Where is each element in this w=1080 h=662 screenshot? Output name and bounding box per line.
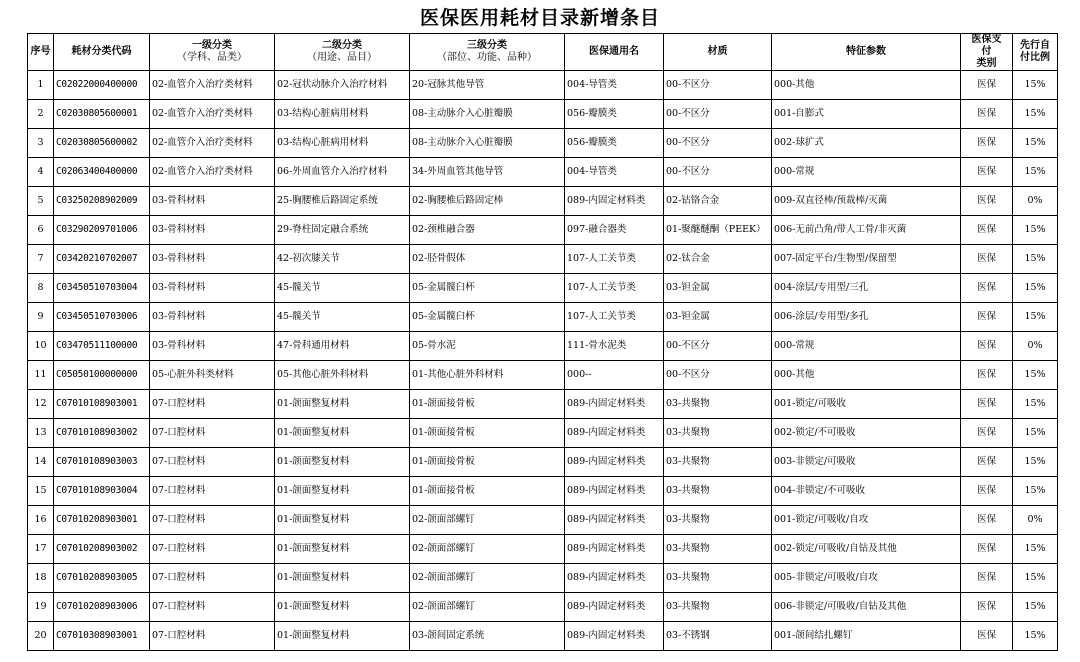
cell-level3: 01-其他心脏外科材料 [410, 361, 565, 390]
cell-self-pay-ratio: 15% [1013, 535, 1058, 564]
cell-code: C07010308903001 [54, 622, 150, 651]
cell-pay-category: 医保 [961, 506, 1013, 535]
header-seq: 序号 [28, 34, 54, 71]
cell-level2: 01-颌面整复材料 [275, 419, 410, 448]
cell-generic-name: 089-内固定材料类 [565, 622, 664, 651]
cell-pay-category: 医保 [961, 390, 1013, 419]
cell-level3: 05-金属髋臼杯 [410, 274, 565, 303]
table-row [28, 622, 1058, 651]
cell-generic-name: 056-瓣膜类 [565, 129, 664, 158]
cell-material: 03-钽金属 [664, 274, 772, 303]
table-row [28, 564, 1058, 593]
cell-seq: 6 [28, 216, 54, 245]
cell-features: 001-锁定/可吸收/自攻 [772, 506, 961, 535]
cell-features: 001-自膨式 [772, 100, 961, 129]
cell-self-pay-ratio: 15% [1013, 390, 1058, 419]
header-level1: 一级分类 （学科、品类） [150, 34, 275, 71]
cell-level2: 01-颌面整复材料 [275, 390, 410, 419]
cell-level1: 03-骨科材料 [150, 187, 275, 216]
cell-pay-category: 医保 [961, 332, 1013, 361]
table-row [28, 419, 1058, 448]
table-row [28, 361, 1058, 390]
cell-pay-category: 医保 [961, 158, 1013, 187]
cell-features: 000-其他 [772, 361, 961, 390]
cell-level2: 05-其他心脏外科材料 [275, 361, 410, 390]
cell-features: 000-其他 [772, 71, 961, 100]
cell-level1: 07-口腔材料 [150, 448, 275, 477]
cell-material: 03-共聚物 [664, 419, 772, 448]
cell-material: 03-共聚物 [664, 477, 772, 506]
cell-pay-category: 医保 [961, 477, 1013, 506]
cell-seq: 17 [28, 535, 54, 564]
header-pay-category: 医保支 付 类别 [961, 34, 1013, 71]
cell-pay-category: 医保 [961, 129, 1013, 158]
cell-material: 03-钽金属 [664, 303, 772, 332]
cell-material: 02-钴铬合金 [664, 187, 772, 216]
cell-level3: 01-颌面接骨板 [410, 477, 565, 506]
cell-features: 000-常规 [772, 332, 961, 361]
cell-generic-name: 089-内固定材料类 [565, 593, 664, 622]
cell-material: 03-共聚物 [664, 448, 772, 477]
cell-seq: 2 [28, 100, 54, 129]
cell-generic-name: 089-内固定材料类 [565, 390, 664, 419]
cell-level3: 01-颌面接骨板 [410, 419, 565, 448]
cell-code: C03290209701006 [54, 216, 150, 245]
cell-self-pay-ratio: 15% [1013, 216, 1058, 245]
cell-features: 005-非锁定/可吸收/自攻 [772, 564, 961, 593]
cell-material: 00-不区分 [664, 158, 772, 187]
cell-features: 001-颌间结扎螺钉 [772, 622, 961, 651]
cell-seq: 9 [28, 303, 54, 332]
cell-seq: 12 [28, 390, 54, 419]
cell-material: 03-共聚物 [664, 390, 772, 419]
cell-generic-name: 004-导管类 [565, 71, 664, 100]
cell-generic-name: 089-内固定材料类 [565, 535, 664, 564]
cell-level3: 01-颌面接骨板 [410, 448, 565, 477]
cell-level1: 02-血管介入治疗类材料 [150, 100, 275, 129]
cell-level2: 02-冠状动脉介入治疗材料 [275, 71, 410, 100]
cell-level1: 02-血管介入治疗类材料 [150, 129, 275, 158]
cell-generic-name: 097-融合器类 [565, 216, 664, 245]
cell-self-pay-ratio: 0% [1013, 506, 1058, 535]
cell-seq: 20 [28, 622, 54, 651]
header-code: 耗材分类代码 [54, 34, 150, 71]
cell-features: 006-涂层/专用型/多孔 [772, 303, 961, 332]
cell-seq: 13 [28, 419, 54, 448]
cell-generic-name: 089-内固定材料类 [565, 419, 664, 448]
cell-self-pay-ratio: 15% [1013, 622, 1058, 651]
header-material: 材质 [664, 34, 772, 71]
cell-material: 03-共聚物 [664, 506, 772, 535]
cell-level2: 01-颌面整复材料 [275, 535, 410, 564]
cell-generic-name: 089-内固定材料类 [565, 564, 664, 593]
cell-seq: 19 [28, 593, 54, 622]
cell-level3: 05-骨水泥 [410, 332, 565, 361]
cell-material: 00-不区分 [664, 332, 772, 361]
header-level2: 二级分类 （用途、品目） [275, 34, 410, 71]
cell-level3: 08-主动脉介入心脏瓣膜 [410, 100, 565, 129]
cell-level1: 07-口腔材料 [150, 419, 275, 448]
document-title: 医保医用耗材目录新增条目 [419, 7, 660, 29]
cell-material: 03-共聚物 [664, 535, 772, 564]
cell-code: C03450510703004 [54, 274, 150, 303]
cell-seq: 10 [28, 332, 54, 361]
cell-material: 02-钛合金 [664, 245, 772, 274]
cell-level3: 01-颌面接骨板 [410, 390, 565, 419]
table-row [28, 216, 1058, 245]
cell-self-pay-ratio: 15% [1013, 593, 1058, 622]
cell-level1: 03-骨科材料 [150, 245, 275, 274]
cell-self-pay-ratio: 15% [1013, 245, 1058, 274]
cell-level3: 34-外周血管其他导管 [410, 158, 565, 187]
cell-generic-name: 089-内固定材料类 [565, 506, 664, 535]
cell-features: 006-无前凸角/带人工骨/非灭菌 [772, 216, 961, 245]
cell-level2: 01-颌面整复材料 [275, 564, 410, 593]
cell-generic-name: 056-瓣膜类 [565, 100, 664, 129]
cell-features: 002-球扩式 [772, 129, 961, 158]
cell-features: 003-非锁定/可吸收 [772, 448, 961, 477]
cell-level2: 03-结构心脏病用材料 [275, 100, 410, 129]
cell-pay-category: 医保 [961, 535, 1013, 564]
header-self-pay-ratio: 先行自 付比例 [1013, 34, 1058, 71]
cell-level1: 07-口腔材料 [150, 477, 275, 506]
cell-seq: 11 [28, 361, 54, 390]
cell-level2: 01-颌面整复材料 [275, 477, 410, 506]
header-generic-name: 医保通用名 [565, 34, 664, 71]
cell-code: C07010208903005 [54, 564, 150, 593]
cell-code: C03470511100000 [54, 332, 150, 361]
cell-code: C07010108903003 [54, 448, 150, 477]
table-row [28, 274, 1058, 303]
cell-level2: 47-骨科通用材料 [275, 332, 410, 361]
cell-level1: 02-血管介入治疗类材料 [150, 71, 275, 100]
cell-level2: 01-颌面整复材料 [275, 622, 410, 651]
cell-pay-category: 医保 [961, 245, 1013, 274]
cell-code: C02030805600001 [54, 100, 150, 129]
table-row [28, 158, 1058, 187]
cell-level2: 29-脊柱固定融合系统 [275, 216, 410, 245]
cell-code: C03450510703006 [54, 303, 150, 332]
cell-code: C03250208902009 [54, 187, 150, 216]
cell-generic-name: 089-内固定材料类 [565, 448, 664, 477]
cell-features: 006-非锁定/可吸收/自钻及其他 [772, 593, 961, 622]
table-row [28, 187, 1058, 216]
cell-level2: 25-胸腰椎后路固定系统 [275, 187, 410, 216]
cell-self-pay-ratio: 15% [1013, 71, 1058, 100]
cell-level1: 02-血管介入治疗类材料 [150, 158, 275, 187]
cell-level2: 01-颌面整复材料 [275, 506, 410, 535]
cell-level3: 02-胫骨假体 [410, 245, 565, 274]
cell-generic-name: 089-内固定材料类 [565, 477, 664, 506]
cell-self-pay-ratio: 0% [1013, 187, 1058, 216]
cell-pay-category: 医保 [961, 448, 1013, 477]
cell-code: C02022000400000 [54, 71, 150, 100]
cell-generic-name: 107-人工关节类 [565, 303, 664, 332]
cell-features: 002-锁定/不可吸收 [772, 419, 961, 448]
cell-level3: 02-颌面部螺钉 [410, 506, 565, 535]
cell-self-pay-ratio: 0% [1013, 332, 1058, 361]
table-row [28, 245, 1058, 274]
cell-level3: 02-胸腰椎后路固定棒 [410, 187, 565, 216]
cell-pay-category: 医保 [961, 419, 1013, 448]
cell-code: C07010108903001 [54, 390, 150, 419]
cell-pay-category: 医保 [961, 187, 1013, 216]
cell-self-pay-ratio: 15% [1013, 448, 1058, 477]
cell-level2: 45-髋关节 [275, 274, 410, 303]
cell-generic-name: 089-内固定材料类 [565, 187, 664, 216]
cell-self-pay-ratio: 15% [1013, 303, 1058, 332]
table-header-row [28, 34, 1058, 71]
cell-features: 007-固定平台/生物型/保留型 [772, 245, 961, 274]
cell-level3: 02-颌面部螺钉 [410, 535, 565, 564]
header-level3: 三级分类 （部位、功能、品种） [410, 34, 565, 71]
cell-generic-name: 107-人工关节类 [565, 245, 664, 274]
cell-code: C03420210702007 [54, 245, 150, 274]
cell-code: C05050100000000 [54, 361, 150, 390]
cell-level1: 07-口腔材料 [150, 564, 275, 593]
cell-level3: 08-主动脉介入心脏瓣膜 [410, 129, 565, 158]
cell-material: 03-共聚物 [664, 564, 772, 593]
cell-seq: 4 [28, 158, 54, 187]
cell-pay-category: 医保 [961, 100, 1013, 129]
cell-self-pay-ratio: 15% [1013, 129, 1058, 158]
cell-level2: 45-髋关节 [275, 303, 410, 332]
cell-pay-category: 医保 [961, 361, 1013, 390]
cell-level1: 07-口腔材料 [150, 622, 275, 651]
table-row [28, 71, 1058, 100]
cell-seq: 15 [28, 477, 54, 506]
cell-self-pay-ratio: 15% [1013, 158, 1058, 187]
cell-generic-name: 000-- [565, 361, 664, 390]
cell-generic-name: 111-骨水泥类 [565, 332, 664, 361]
cell-code: C07010208903002 [54, 535, 150, 564]
table-row [28, 535, 1058, 564]
cell-pay-category: 医保 [961, 216, 1013, 245]
cell-seq: 7 [28, 245, 54, 274]
cell-level2: 06-外周血管介入治疗材料 [275, 158, 410, 187]
cell-features: 002-锁定/可吸收/自钻及其他 [772, 535, 961, 564]
cell-level3: 05-金属髋臼杯 [410, 303, 565, 332]
cell-level2: 42-初次膝关节 [275, 245, 410, 274]
cell-level1: 07-口腔材料 [150, 390, 275, 419]
cell-pay-category: 医保 [961, 303, 1013, 332]
cell-seq: 16 [28, 506, 54, 535]
cell-level1: 03-骨科材料 [150, 332, 275, 361]
cell-level3: 03-颌间固定系统 [410, 622, 565, 651]
cell-self-pay-ratio: 15% [1013, 361, 1058, 390]
cell-level1: 07-口腔材料 [150, 535, 275, 564]
cell-pay-category: 医保 [961, 564, 1013, 593]
cell-self-pay-ratio: 15% [1013, 564, 1058, 593]
cell-generic-name: 107-人工关节类 [565, 274, 664, 303]
table-row [28, 506, 1058, 535]
table-row [28, 448, 1058, 477]
cell-seq: 14 [28, 448, 54, 477]
cell-code: C02030805600002 [54, 129, 150, 158]
table-row [28, 390, 1058, 419]
cell-features: 009-双直径棒/预裁棒/灭菌 [772, 187, 961, 216]
cell-features: 004-涂层/专用型/三孔 [772, 274, 961, 303]
cell-code: C07010108903004 [54, 477, 150, 506]
table-row [28, 100, 1058, 129]
cell-material: 00-不区分 [664, 361, 772, 390]
cell-level3: 02-颌面部螺钉 [410, 593, 565, 622]
cell-pay-category: 医保 [961, 622, 1013, 651]
cell-level3: 20-冠脉其他导管 [410, 71, 565, 100]
cell-material: 03-共聚物 [664, 593, 772, 622]
cell-level2: 01-颌面整复材料 [275, 593, 410, 622]
cell-level2: 03-结构心脏病用材料 [275, 129, 410, 158]
cell-code: C07010208903006 [54, 593, 150, 622]
cell-level1: 05-心脏外科类材料 [150, 361, 275, 390]
consumables-catalog-table [27, 33, 1058, 651]
header-features: 特征参数 [772, 34, 961, 71]
table-row [28, 332, 1058, 361]
cell-seq: 1 [28, 71, 54, 100]
cell-level2: 01-颌面整复材料 [275, 448, 410, 477]
cell-material: 03-不锈钢 [664, 622, 772, 651]
cell-material: 00-不区分 [664, 129, 772, 158]
cell-self-pay-ratio: 15% [1013, 100, 1058, 129]
cell-level3: 02-颌面部螺钉 [410, 564, 565, 593]
cell-self-pay-ratio: 15% [1013, 419, 1058, 448]
cell-self-pay-ratio: 15% [1013, 477, 1058, 506]
table-row [28, 303, 1058, 332]
cell-code: C07010208903001 [54, 506, 150, 535]
cell-material: 00-不区分 [664, 100, 772, 129]
cell-pay-category: 医保 [961, 71, 1013, 100]
cell-self-pay-ratio: 15% [1013, 274, 1058, 303]
table-row [28, 129, 1058, 158]
cell-level1: 03-骨科材料 [150, 303, 275, 332]
cell-level3: 02-颈椎融合器 [410, 216, 565, 245]
table-row [28, 477, 1058, 506]
cell-features: 001-锁定/可吸收 [772, 390, 961, 419]
cell-generic-name: 004-导管类 [565, 158, 664, 187]
cell-material: 00-不区分 [664, 71, 772, 100]
cell-seq: 8 [28, 274, 54, 303]
cell-level1: 07-口腔材料 [150, 593, 275, 622]
cell-pay-category: 医保 [961, 274, 1013, 303]
cell-seq: 3 [28, 129, 54, 158]
table-row [28, 593, 1058, 622]
cell-level1: 07-口腔材料 [150, 506, 275, 535]
cell-code: C07010108903002 [54, 419, 150, 448]
cell-level1: 03-骨科材料 [150, 216, 275, 245]
cell-level1: 03-骨科材料 [150, 274, 275, 303]
cell-pay-category: 医保 [961, 593, 1013, 622]
cell-seq: 18 [28, 564, 54, 593]
cell-seq: 5 [28, 187, 54, 216]
cell-code: C02063400400000 [54, 158, 150, 187]
cell-features: 000-常规 [772, 158, 961, 187]
table-body [28, 71, 1058, 651]
cell-features: 004-非锁定/不可吸收 [772, 477, 961, 506]
cell-material: 01-聚醚醚酮（PEEK） [664, 216, 772, 245]
